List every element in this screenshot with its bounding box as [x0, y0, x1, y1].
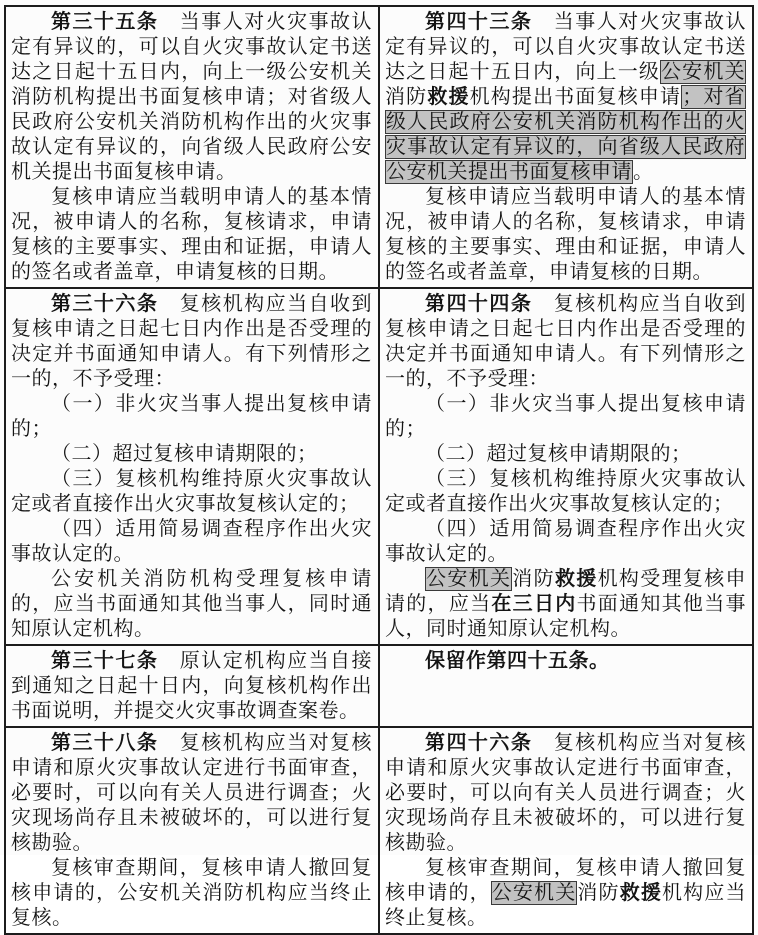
bold-inserted-text: 第四十三条 — [425, 11, 533, 33]
paragraph — [385, 467, 746, 517]
table-row — [5, 645, 753, 727]
text-segment: 复核机构应当对复核申请和原火灾事故认定进行书面审查，必要时，可以向有关人员进行调查；火灾现场尚存且未被破坏的，可以进行复核勘验。 — [11, 732, 373, 854]
table-row — [5, 727, 753, 934]
cell-article-44-revised — [379, 288, 753, 645]
highlighted-amended-text: ；对省级人民政府公安机关消防机构作出的火灾事故认定有异议的，向省级人民政府公安机关提出书面复核申请 — [386, 86, 745, 183]
cell-article-38-original — [5, 727, 379, 934]
text-segment: 原认定机构应当自接到通知之日起十日内，向复核机构作出书面说明，并提交火灾事故调查案卷。 — [11, 650, 373, 722]
paragraph — [385, 567, 746, 642]
paragraph — [385, 392, 746, 442]
text-segment: 机构提出书面复核申请 — [469, 86, 682, 108]
cell-article-35-original — [5, 6, 379, 288]
highlighted-amended-text: 公安机关 — [426, 568, 512, 590]
text-segment: 机构受理复核申请的，应当 — [385, 568, 747, 615]
text-segment: 书面通知其他当事人，同时通知原认定机构。 — [385, 593, 746, 640]
text-segment: 当事人对火灾事故认定有异议的，可以自火灾事故认定书送达之日起十五日内，向上一级 — [385, 11, 747, 83]
paragraph — [11, 392, 372, 442]
paragraph — [385, 185, 746, 285]
text-segment: （一）非火灾当事人提出复核申请的； — [385, 393, 746, 440]
text-segment: （一）非火灾当事人提出复核申请的； — [11, 393, 372, 440]
paragraph — [385, 10, 746, 185]
paragraph — [385, 731, 746, 856]
text-segment: 复核机构应当自收到复核申请之日起七日内作出是否受理的决定并书面通知申请人。有下列情形之一的，不予受理： — [11, 293, 373, 390]
text-segment: 消防 — [512, 568, 555, 590]
table-row — [5, 6, 753, 288]
paragraph — [11, 731, 372, 856]
text-segment: 复核审查期间，复核申请人撤回复核申请的，公安机关消防机构应当终止复核。 — [11, 857, 372, 929]
paragraph — [385, 292, 746, 392]
paragraph — [11, 442, 372, 467]
paragraph — [385, 442, 746, 467]
cell-article-43-revised — [379, 6, 753, 288]
cell-article-45-retained — [379, 645, 753, 727]
paragraph — [11, 517, 372, 567]
text-segment: 机构应当终止复核。 — [385, 882, 746, 929]
paragraph — [11, 856, 372, 931]
bold-inserted-text: 第四十四条 — [425, 293, 533, 315]
cell-article-36-original — [5, 288, 379, 645]
bold-inserted-text: 在三日内 — [491, 593, 577, 615]
paragraph — [385, 649, 746, 674]
text-segment: （四）适用简易调查程序作出火灾事故认定的。 — [385, 518, 746, 565]
bold-inserted-text: 第三十八条 — [51, 732, 159, 754]
comparison-table — [4, 5, 754, 935]
paragraph — [385, 517, 746, 567]
bold-inserted-text: 保留作第四十五条。 — [425, 650, 610, 672]
bold-inserted-text: 救援 — [427, 86, 470, 108]
paragraph — [11, 467, 372, 517]
paragraph — [11, 185, 372, 285]
bold-inserted-text: 第三十六条 — [51, 293, 159, 315]
highlighted-amended-text: 公安机关 — [661, 61, 745, 83]
text-segment: 。 — [633, 161, 654, 183]
bold-inserted-text: 第三十七条 — [51, 650, 159, 672]
text-segment: （三）复核机构维持原火灾事故认定或者直接作出火灾事故复核认定的； — [385, 468, 746, 515]
paragraph — [385, 856, 746, 931]
text-segment: 消防 — [577, 882, 620, 904]
text-segment: 复核机构应当对复核申请和原火灾事故认定进行书面审查，必要时，可以向有关人员进行调查；火灾现场尚存且未被破坏的，可以进行复核勘验。 — [385, 732, 747, 854]
text-segment: 复核申请应当载明申请人的基本情况，被申请人的名称，复核请求，申请复核的主要事实、理由和证据，申请人的签名或者盖章，申请复核的日期。 — [11, 186, 372, 283]
text-segment: 公安机关消防机构受理复核申请的，应当书面通知其他当事人，同时通知原认定机构。 — [11, 568, 372, 640]
text-segment: （二）超过复核申请期限的； — [51, 443, 318, 465]
paragraph — [11, 567, 372, 642]
text-segment: （四）适用简易调查程序作出火灾事故认定的。 — [11, 518, 372, 565]
text-segment: 复核申请应当载明申请人的基本情况，被申请人的名称，复核请求，申请复核的主要事实、理由和证据，申请人的签名或者盖章，申请复核的日期。 — [385, 186, 746, 283]
text-segment: 消防 — [385, 86, 428, 108]
paragraph — [11, 292, 372, 392]
cell-article-37-original — [5, 645, 379, 727]
bold-inserted-text: 救援 — [554, 568, 598, 590]
bold-inserted-text: 第三十五条 — [51, 11, 159, 33]
highlighted-amended-text: 公安机关 — [491, 882, 577, 904]
paragraph — [11, 10, 372, 185]
bold-inserted-text: 第四十六条 — [425, 732, 533, 754]
text-segment: 复核审查期间，复核申请人撤回复核申请的， — [385, 857, 746, 904]
table-row — [5, 288, 753, 645]
text-segment: （二）超过复核申请期限的； — [425, 443, 692, 465]
bold-inserted-text: 救援 — [619, 882, 663, 904]
text-segment: 当事人对火灾事故认定有异议的，可以自火灾事故认定书送达之日起十五日内，向上一级公安机关消防机构提出书面复核申请；对省级人民政府公安机关消防机构作出的火灾事故认定有异议的，向省级人民政府公安机关提出书面复核申请。 — [11, 11, 373, 183]
text-segment: 复核机构应当自收到复核申请之日起七日内作出是否受理的决定并书面通知申请人。有下列情形之一的，不予受理： — [385, 293, 747, 390]
paragraph — [11, 649, 372, 724]
cell-article-46-revised — [379, 727, 753, 934]
text-segment: （三）复核机构维持原火灾事故认定或者直接作出火灾事故复核认定的； — [11, 468, 372, 515]
